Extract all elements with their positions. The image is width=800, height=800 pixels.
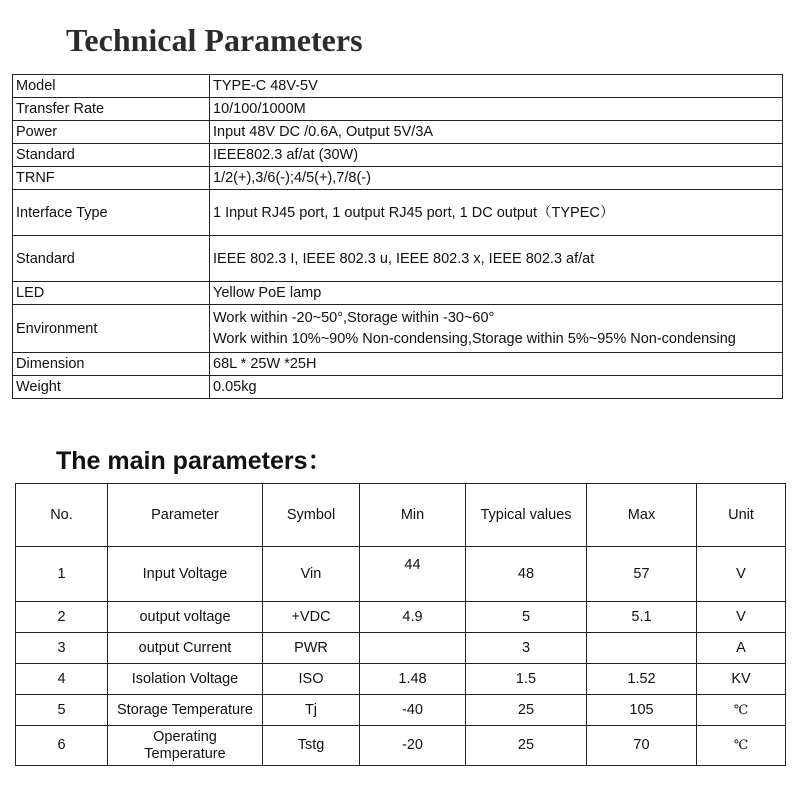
cell-symbol: Tstg bbox=[263, 726, 360, 766]
cell-no: 4 bbox=[16, 664, 108, 695]
cell-parameter: Storage Temperature bbox=[108, 695, 263, 726]
table-row bbox=[13, 75, 783, 98]
column-header: Max bbox=[587, 484, 697, 547]
table-header-row bbox=[16, 484, 786, 547]
table-row bbox=[13, 376, 783, 399]
param-key: Weight bbox=[13, 376, 210, 399]
column-header: Symbol bbox=[263, 484, 360, 547]
table-row bbox=[16, 726, 786, 766]
cell-unit: V bbox=[697, 547, 786, 602]
page-title: Technical Parameters bbox=[66, 22, 363, 58]
cell-unit: V bbox=[697, 602, 786, 633]
cell-parameter: Isolation Voltage bbox=[108, 664, 263, 695]
cell-no: 2 bbox=[16, 602, 108, 633]
cell-parameter: Operating Temperature bbox=[108, 726, 263, 766]
table-row bbox=[16, 633, 786, 664]
param-value: 1/2(+),3/6(-);4/5(+),7/8(-) bbox=[210, 167, 783, 190]
param-key: LED bbox=[13, 282, 210, 305]
cell-parameter: output Current bbox=[108, 633, 263, 664]
cell-no: 3 bbox=[16, 633, 108, 664]
cell-min bbox=[360, 633, 466, 664]
section-title: The main parameters： bbox=[56, 447, 333, 475]
param-key: TRNF bbox=[13, 167, 210, 190]
column-header: No. bbox=[16, 484, 108, 547]
table-row bbox=[13, 144, 783, 167]
table-row bbox=[16, 602, 786, 633]
param-value: 0.05kg bbox=[210, 376, 783, 399]
param-value-line: Work within 10%~90% Non-condensing,Storage within 5%~95% Non-condensing bbox=[213, 330, 736, 347]
param-key: Model bbox=[13, 75, 210, 98]
technical-parameters-table bbox=[12, 74, 783, 399]
table-row bbox=[13, 190, 783, 236]
cell-min: -40 bbox=[360, 695, 466, 726]
column-header: Min bbox=[360, 484, 466, 547]
cell-no: 1 bbox=[16, 547, 108, 602]
cell-min: 4.9 bbox=[360, 602, 466, 633]
cell-unit: ℃ bbox=[697, 695, 786, 726]
cell-typical: 5 bbox=[466, 602, 587, 633]
param-key: Environment bbox=[13, 305, 210, 353]
param-value: 10/100/1000M bbox=[210, 98, 783, 121]
cell-no: 5 bbox=[16, 695, 108, 726]
param-value: 68L * 25W *25H bbox=[210, 353, 783, 376]
cell-max: 105 bbox=[587, 695, 697, 726]
cell-unit: ℃ bbox=[697, 726, 786, 766]
cell-max bbox=[587, 633, 697, 664]
cell-min: 44 bbox=[360, 547, 466, 602]
param-value-line: Work within -20~50°,Storage within -30~60° bbox=[213, 309, 495, 326]
cell-typical: 25 bbox=[466, 726, 587, 766]
cell-symbol: Vin bbox=[263, 547, 360, 602]
param-value: IEEE802.3 af/at (30W) bbox=[210, 144, 783, 167]
table-row bbox=[13, 98, 783, 121]
table-row bbox=[13, 121, 783, 144]
param-key: Standard bbox=[13, 236, 210, 282]
param-value: Yellow PoE lamp bbox=[210, 282, 783, 305]
cell-typical: 25 bbox=[466, 695, 587, 726]
param-key: Transfer Rate bbox=[13, 98, 210, 121]
column-header: Parameter bbox=[108, 484, 263, 547]
param-value: Input 48V DC /0.6A, Output 5V/3A bbox=[210, 121, 783, 144]
cell-symbol: Tj bbox=[263, 695, 360, 726]
param-value bbox=[210, 305, 783, 353]
cell-no: 6 bbox=[16, 726, 108, 766]
cell-symbol: ISO bbox=[263, 664, 360, 695]
param-key: Dimension bbox=[13, 353, 210, 376]
table-row bbox=[13, 236, 783, 282]
cell-max: 5.1 bbox=[587, 602, 697, 633]
param-value: TYPE-C 48V-5V bbox=[210, 75, 783, 98]
cell-typical: 48 bbox=[466, 547, 587, 602]
table-row bbox=[13, 282, 783, 305]
cell-typical: 3 bbox=[466, 633, 587, 664]
cell-parameter: output voltage bbox=[108, 602, 263, 633]
cell-parameter: Input Voltage bbox=[108, 547, 263, 602]
param-key: Standard bbox=[13, 144, 210, 167]
table-row bbox=[13, 167, 783, 190]
cell-unit: A bbox=[697, 633, 786, 664]
column-header: Unit bbox=[697, 484, 786, 547]
cell-max: 1.52 bbox=[587, 664, 697, 695]
param-key: Power bbox=[13, 121, 210, 144]
cell-min: 1.48 bbox=[360, 664, 466, 695]
param-key: Interface Type bbox=[13, 190, 210, 236]
table-row bbox=[13, 353, 783, 376]
cell-symbol: PWR bbox=[263, 633, 360, 664]
column-header: Typical values bbox=[466, 484, 587, 547]
table-row bbox=[16, 695, 786, 726]
param-value: IEEE 802.3 I, IEEE 802.3 u, IEEE 802.3 x, IEEE 802.3 af/at bbox=[210, 236, 783, 282]
table-row bbox=[13, 305, 783, 353]
cell-typical: 1.5 bbox=[466, 664, 587, 695]
cell-max: 70 bbox=[587, 726, 697, 766]
cell-min: -20 bbox=[360, 726, 466, 766]
table-row bbox=[16, 664, 786, 695]
cell-unit: KV bbox=[697, 664, 786, 695]
cell-symbol: +VDC bbox=[263, 602, 360, 633]
main-parameters-table bbox=[15, 483, 786, 766]
table-row bbox=[16, 547, 786, 602]
cell-max: 57 bbox=[587, 547, 697, 602]
param-value: 1 Input RJ45 port, 1 output RJ45 port, 1 DC output（TYPEC） bbox=[210, 190, 783, 236]
